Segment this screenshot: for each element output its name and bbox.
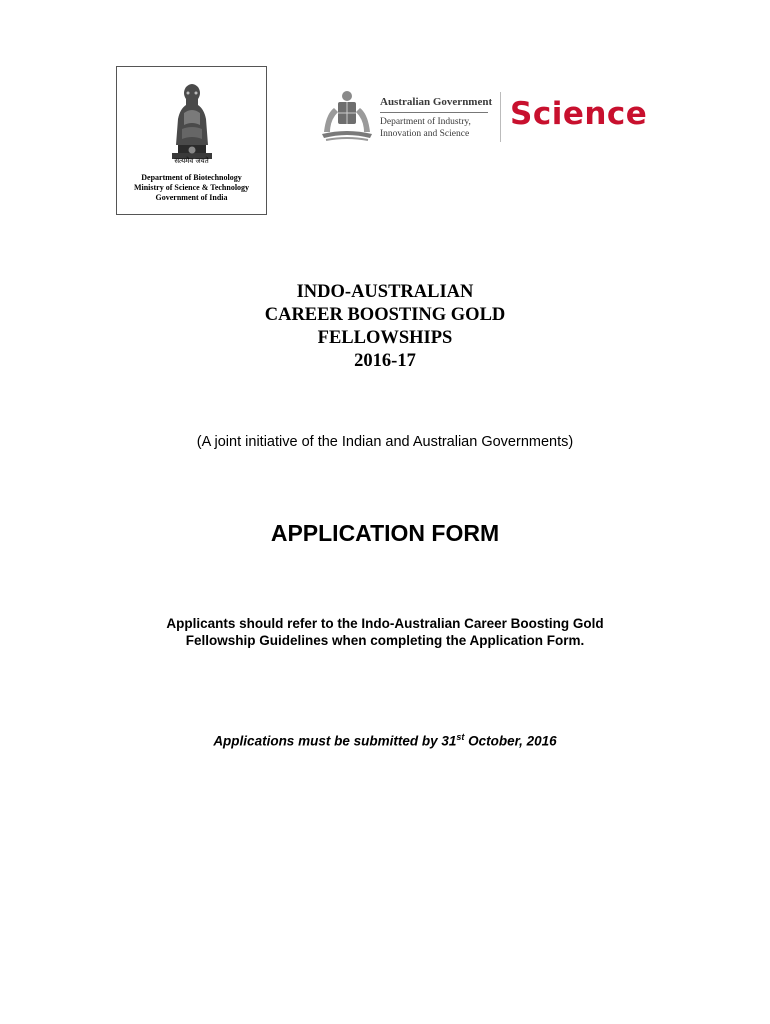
title-year: 2016-17 <box>354 351 416 371</box>
fellowship-title <box>0 281 770 373</box>
australian-government-logo <box>318 88 653 148</box>
australian-department-line: Department of Industry, <box>380 117 471 127</box>
deadline-prefix: Applications must be submitted by 31 <box>213 733 457 749</box>
deadline-date-suffix: October, 2016 <box>464 733 557 749</box>
title-line: FELLOWSHIPS <box>317 328 453 348</box>
applicant-instructions <box>0 615 770 649</box>
coat-of-arms-icon <box>318 88 376 146</box>
instructions-line: Fellowship Guidelines when completing the Application Form. <box>185 633 585 648</box>
logo-rule <box>380 112 488 113</box>
australian-department-line: Innovation and Science <box>380 129 470 139</box>
india-department-text <box>117 173 266 203</box>
joint-initiative-subtitle: (A joint initiative of the Indian and Australian Governments) <box>196 434 574 450</box>
india-ministry-line: Ministry of Science & Technology <box>133 183 250 192</box>
title-line: CAREER BOOSTING GOLD <box>264 305 506 325</box>
national-emblem-icon <box>164 79 220 165</box>
australian-government-text: Australian Government <box>380 96 493 108</box>
deadline-ordinal-suffix: st <box>456 732 465 742</box>
india-logo-box <box>116 66 267 215</box>
india-government-line: Government of India <box>155 193 228 202</box>
instructions-line: Applicants should refer to the Indo-Australian Career Boosting Gold <box>166 616 604 631</box>
science-wordmark: Science <box>510 96 648 132</box>
india-department-line: Department of Biotechnology <box>141 173 242 182</box>
application-form-heading: APPLICATION FORM <box>270 520 500 546</box>
australian-department-text <box>380 116 471 140</box>
emblem-motto: सत्यमेव जयते <box>174 157 209 165</box>
title-line: INDO-AUSTRALIAN <box>296 282 474 302</box>
submission-deadline <box>0 732 770 749</box>
logo-divider <box>500 92 501 142</box>
